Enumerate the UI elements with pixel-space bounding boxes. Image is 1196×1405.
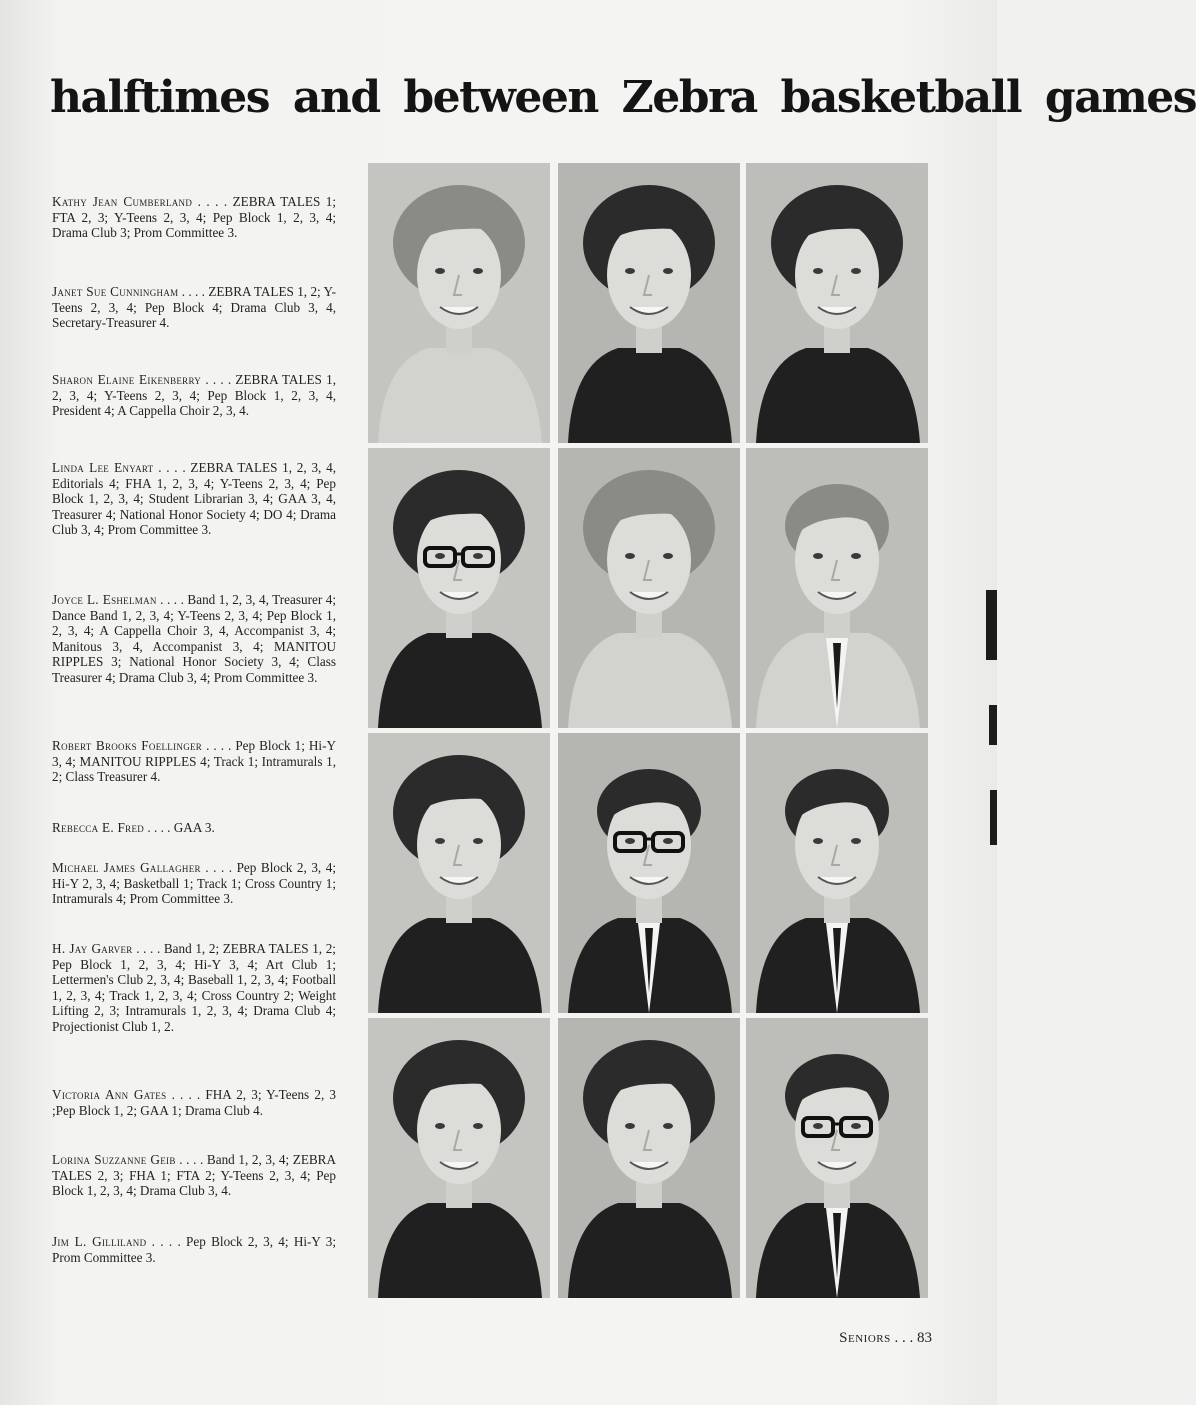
senior-portrait-photo <box>746 1018 928 1298</box>
senior-portrait-photo <box>558 448 740 728</box>
senior-entry <box>52 941 336 1035</box>
senior-entry <box>52 860 336 907</box>
senior-activities: . . . . ZEBRA TALES 1, 2, 3, 4, Editorials 4; FHA 1, 2, 3, 4; Y-Teens 2, 3, 4; Pep Block 1, 2, 3, 4; Student Librarian 3, 4; GAA 3, 4, Treasurer 4; National Honor Society 4; DO 4; Drama Club 3, 4; Prom Committee 3. <box>52 460 336 538</box>
senior-name: Linda Lee Enyart <box>52 460 154 475</box>
senior-portrait-photo <box>368 448 550 728</box>
senior-name: Michael James Gallagher <box>52 860 201 875</box>
senior-portrait-photo <box>746 163 928 443</box>
footer-dots: . . . <box>890 1330 917 1346</box>
senior-entry <box>52 284 336 331</box>
senior-entry <box>52 592 336 686</box>
section-label: Seniors <box>839 1330 891 1346</box>
senior-name: Robert Brooks Foellinger <box>52 738 203 753</box>
senior-portrait-photo <box>368 733 550 1013</box>
page-number: 83 <box>917 1330 932 1346</box>
senior-portrait-photo <box>558 163 740 443</box>
senior-activities: . . . . Band 1, 2, 3, 4; ZEBRA TALES 2, 3; FHA 1; FTA 2; Y-Teens 2, 3, 4; Pep Block 1, 2, 3, 4; Drama Club 3, 4. <box>52 1152 336 1199</box>
senior-activities: . . . . GAA 3. <box>144 820 215 835</box>
page-edge-tab <box>986 590 997 660</box>
senior-portrait-grid <box>368 163 931 1298</box>
senior-activities: . . . . Pep Block 2, 3, 4; Hi-Y 3; Prom Committee 3. <box>52 1234 336 1265</box>
senior-name: Rebecca E. Fred <box>52 820 145 835</box>
senior-entry <box>52 460 336 538</box>
senior-name: Jim L. Gilliland <box>52 1234 147 1249</box>
senior-portrait-photo <box>368 1018 550 1298</box>
page-headline: halftimes and between Zebra basketball games <box>50 72 1196 123</box>
senior-activities: . . . . ZEBRA TALES 1, 2, 3, 4; Y-Teens 2, 3, 4; Pep Block 1, 2, 3, 4, President 4; A Cappella Choir 2, 3, 4. <box>52 372 337 419</box>
page-edge-tab <box>989 705 997 745</box>
senior-portrait-photo <box>746 448 928 728</box>
senior-activities: . . . . Band 1, 2, 3, 4, Treasurer 4; Dance Band 1, 2, 3, 4; Y-Teens 2, 3, 4; Pep Block 1, 2, 3, 4; A Cappella Choir 3, 4, Accompanist 3, 4; Manitous 3, 4, Accompanist 3, 4; MANITOU RIPPLES 3; National Honor Society 3, 4; Class Treasurer 4; Drama Club 3, 4; Prom Committee 3. <box>52 592 336 685</box>
senior-portrait-photo <box>558 1018 740 1298</box>
senior-activities: . . . . Pep Block 2, 3, 4; Hi-Y 2, 3, 4; Basketball 1; Track 1; Cross Country 1; Intramurals 4; Prom Committee 3. <box>52 860 336 907</box>
senior-name: Sharon Elaine Eikenberry <box>52 372 202 387</box>
senior-activities: . . . . ZEBRA TALES 1, 2; Y-Teens 2, 3, 4; Pep Block 4; Drama Club 3, 4, Secretary-Treasurer 4. <box>52 284 337 331</box>
senior-entry <box>52 820 336 836</box>
senior-entry <box>52 1152 336 1199</box>
senior-portrait-photo <box>746 733 928 1013</box>
page-footer <box>839 1330 932 1347</box>
senior-name: Joyce L. Eshelman <box>52 592 157 607</box>
senior-name: Janet Sue Cunningham <box>52 284 179 299</box>
senior-entry <box>52 738 336 785</box>
senior-activities: . . . . Band 1, 2; ZEBRA TALES 1, 2; Pep Block 1, 2, 3, 4; Hi-Y 3, 4; Art Club 1; Lettermen's Club 2, 3, 4; Baseball 1, 2, 3, 4; Football 1, 2, 3, 4; Track 1, 2, 3, 4; Cross Country 2; Weight Lifting 2, 3; Intramurals 1, 2, 3, 4; Drama Club 4; Projectionist Club 1, 2. <box>52 941 336 1034</box>
senior-portrait-photo <box>558 733 740 1013</box>
senior-entry <box>52 372 336 419</box>
senior-activities: . . . . FHA 2, 3; Y-Teens 2, 3 ;Pep Block 1, 2; GAA 1; Drama Club 4. <box>52 1087 336 1118</box>
senior-name: Kathy Jean Cumberland <box>52 194 193 209</box>
senior-activities: . . . . ZEBRA TALES 1; FTA 2, 3; Y-Teens 2, 3, 4; Pep Block 1, 2, 3, 4; Drama Club 3; Prom Committee 3. <box>52 194 336 241</box>
senior-portrait-photo <box>368 163 550 443</box>
senior-name: H. Jay Garver <box>52 941 133 956</box>
senior-name: Lorina Suzzanne Geib <box>52 1152 176 1167</box>
page-edge-tab <box>990 790 997 845</box>
senior-activities: . . . . Pep Block 1; Hi-Y 3, 4; MANITOU RIPPLES 4; Track 1; Intramurals 1, 2; Class Treasurer 4. <box>52 738 336 785</box>
senior-name: Victoria Ann Gates <box>52 1087 167 1102</box>
senior-entry <box>52 1087 336 1118</box>
senior-entry <box>52 1234 336 1265</box>
senior-entry <box>52 194 336 241</box>
